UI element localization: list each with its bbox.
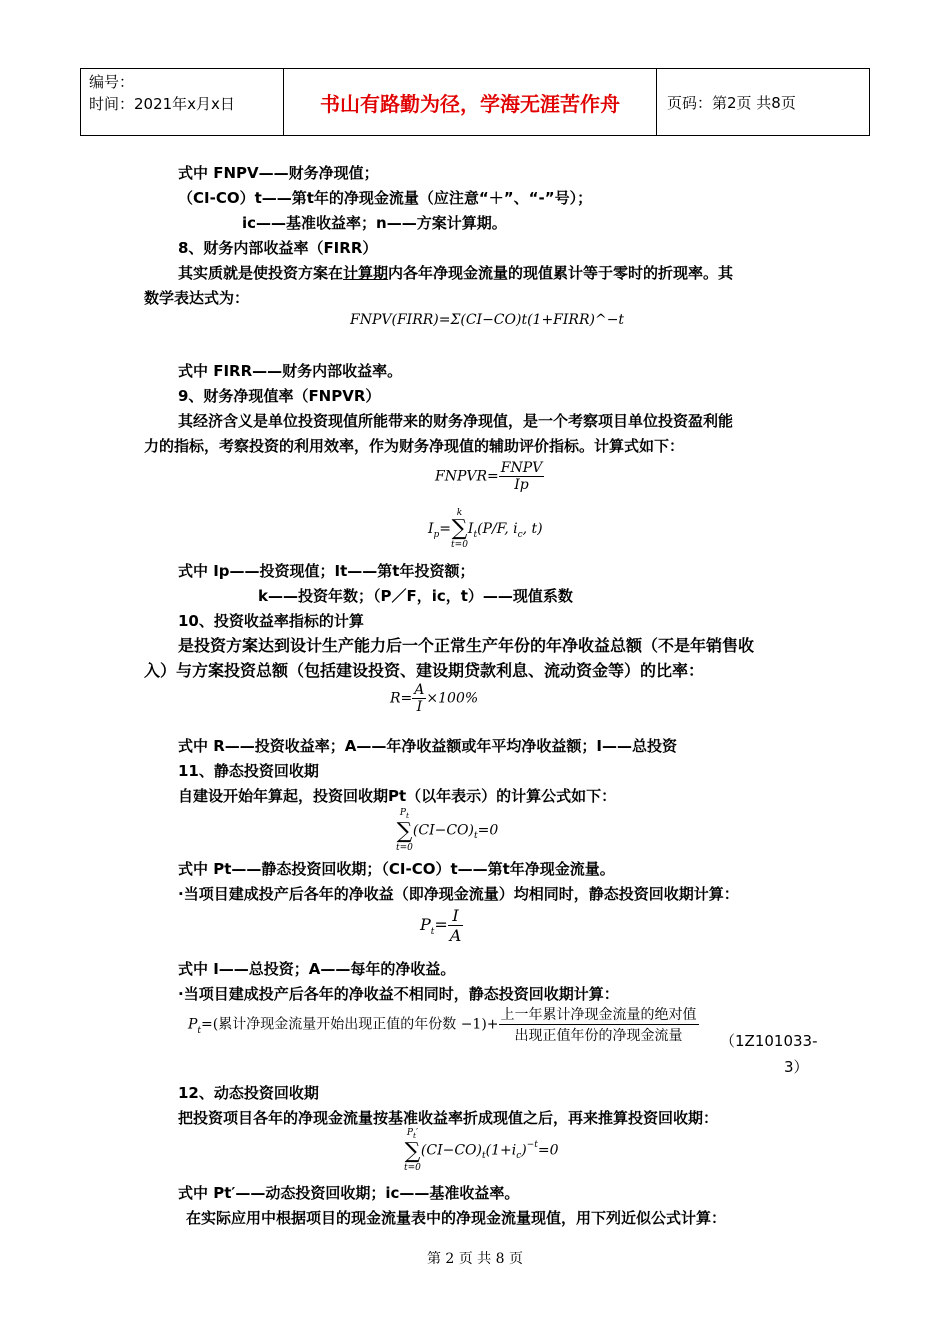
page-footer: 第 2 页 共 8 页 <box>426 1251 524 1267</box>
formula-static-sum: $P_t$ ∑ t=0 $(CI-CO)_t=0$ <box>396 808 499 853</box>
text-line: 式中 Ip——投资现值；It——第t年投资额； <box>178 562 475 580</box>
number-label: 编号： <box>89 73 135 91</box>
formula-fnpvr: FNPVR= $\frac{\text{FNPV}}{Ip}$ <box>435 460 543 493</box>
equation-ref: （1Z101033- <box>720 1032 818 1050</box>
fraction-numerator: I <box>448 906 464 926</box>
formula-text: (累计净现金流量开始出现正值的年份数 −1)+ <box>212 1016 499 1033</box>
formula-firr: FNPV(FIRR)=Σ(CI−CO)t(1+FIRR)^−t <box>350 312 625 328</box>
fraction-numerator: A <box>414 682 425 698</box>
fraction-denominator: Ip <box>514 477 529 493</box>
text-line: 式中 Pt′——动态投资回收期；ic——基准收益率。 <box>178 1184 520 1202</box>
paragraph-line: 自建设开始年算起，投资回收期Pt（以年表示）的计算公式如下： <box>178 787 617 805</box>
fraction-numerator: 上一年累计净现金流量的绝对值 <box>499 1004 699 1025</box>
text-line: k——投资年数；（P／F，ic，t）——现值系数 <box>258 587 573 605</box>
paragraph-text: 其实质就是使投资方案在 <box>178 264 344 282</box>
fraction-denominator: I <box>416 699 423 715</box>
underlined-term: 计算期 <box>343 264 389 282</box>
formula-static-varying: $P_t=$(累计净现金流量开始出现正值的年份数 −1)+ $\frac{\text{上一年累计净现金流量的绝对值}}{\text{出现正值年份的净现金流量}}$ <box>188 1004 699 1045</box>
time-label: 时间：2021年x月x日 <box>89 95 235 113</box>
section-heading: 12、动态投资回收期 <box>178 1084 319 1102</box>
formula-r: R= $\frac{A}{I}$ ×100% <box>390 682 479 715</box>
formula-ip: $I_p=$ k ∑ t=0 $I_t(P/F$, $i_c$, t) <box>428 508 543 550</box>
header-page-info: 页码：第2页 共8页 <box>667 93 796 112</box>
paragraph-line: 其经济含义是单位投资现值所能带来的财务净现值，是一个考察项目单位投资盈利能 <box>178 412 734 430</box>
fraction-denominator: A <box>449 926 462 945</box>
paragraph-line: 是投资方案达到设计生产能力后一个正常生产年份的年净收益总额（不是年销售收 <box>178 636 755 655</box>
text-line: ic——基准收益率；n——方案计算期。 <box>242 214 507 232</box>
section-heading: 11、静态投资回收期 <box>178 762 319 780</box>
text-line: 式中 FIRR——财务内部收益率。 <box>178 362 403 380</box>
paragraph-line: 在实际应用中根据项目的现金流量表中的净现金流量现值，用下列近似公式计算： <box>186 1209 727 1227</box>
text-line: 式中 R——投资收益率；A——年净收益额或年平均净收益额；I——总投资 <box>178 737 677 755</box>
paragraph-line: 力的指标，考察投资的利用效率，作为财务净现值的辅助评价指标。计算式如下： <box>144 437 685 455</box>
section-heading: 9、财务净现值率（FNPVR） <box>178 387 381 405</box>
section-heading: 8、财务内部收益率（FIRR） <box>178 239 378 257</box>
bullet-line: ·当项目建成投产后各年的净收益不相同时，静态投资回收期计算： <box>178 985 619 1003</box>
text-line: 式中 FNPV——财务净现值； <box>178 164 379 182</box>
header-meta <box>81 69 284 135</box>
equation-ref: 3） <box>784 1058 809 1076</box>
formula-pt: $P_t=$ $\frac{I}{A}$ <box>420 906 462 945</box>
paragraph-line: 入）与方案投资总额（包括建设投资、建设期贷款利息、流动资金等）的比率： <box>144 661 705 680</box>
bullet-line: ·当项目建成投产后各年的净收益（即净现金流量）均相同时，静态投资回收期计算： <box>178 885 739 903</box>
section-heading: 10、投资收益率指标的计算 <box>178 612 364 630</box>
text-line: （CI-CO）t——第t年的净现金流量（应注意“＋”、“-”号）； <box>178 189 593 207</box>
header-motto: 书山有路勤为径，学海无涯苦作舟 <box>284 69 657 135</box>
paragraph-line: 数学表达式为： <box>144 289 250 307</box>
fraction-numerator: FNPV <box>500 460 543 476</box>
paragraph-line: 把投资项目各年的净现金流量按基准收益率折成现值之后，再来推算投资回收期： <box>178 1109 719 1127</box>
fraction-denominator: 出现正值年份的净现金流量 <box>514 1028 683 1044</box>
formula-dynamic: $P_t'$ ∑ t=0 $(CI-CO)_t(1+i_c)^{-t}=0$ <box>404 1128 559 1173</box>
text-line: 式中 I——总投资；A——每年的净收益。 <box>178 960 456 978</box>
page-header <box>80 68 870 136</box>
paragraph-text: 内各年净现金流量的现值累计等于零时的折现率。其 <box>388 264 734 282</box>
paragraph-line <box>178 262 733 284</box>
text-line: 式中 Pt——静态投资回收期；（CI-CO）t——第t年净现金流量。 <box>178 860 615 878</box>
